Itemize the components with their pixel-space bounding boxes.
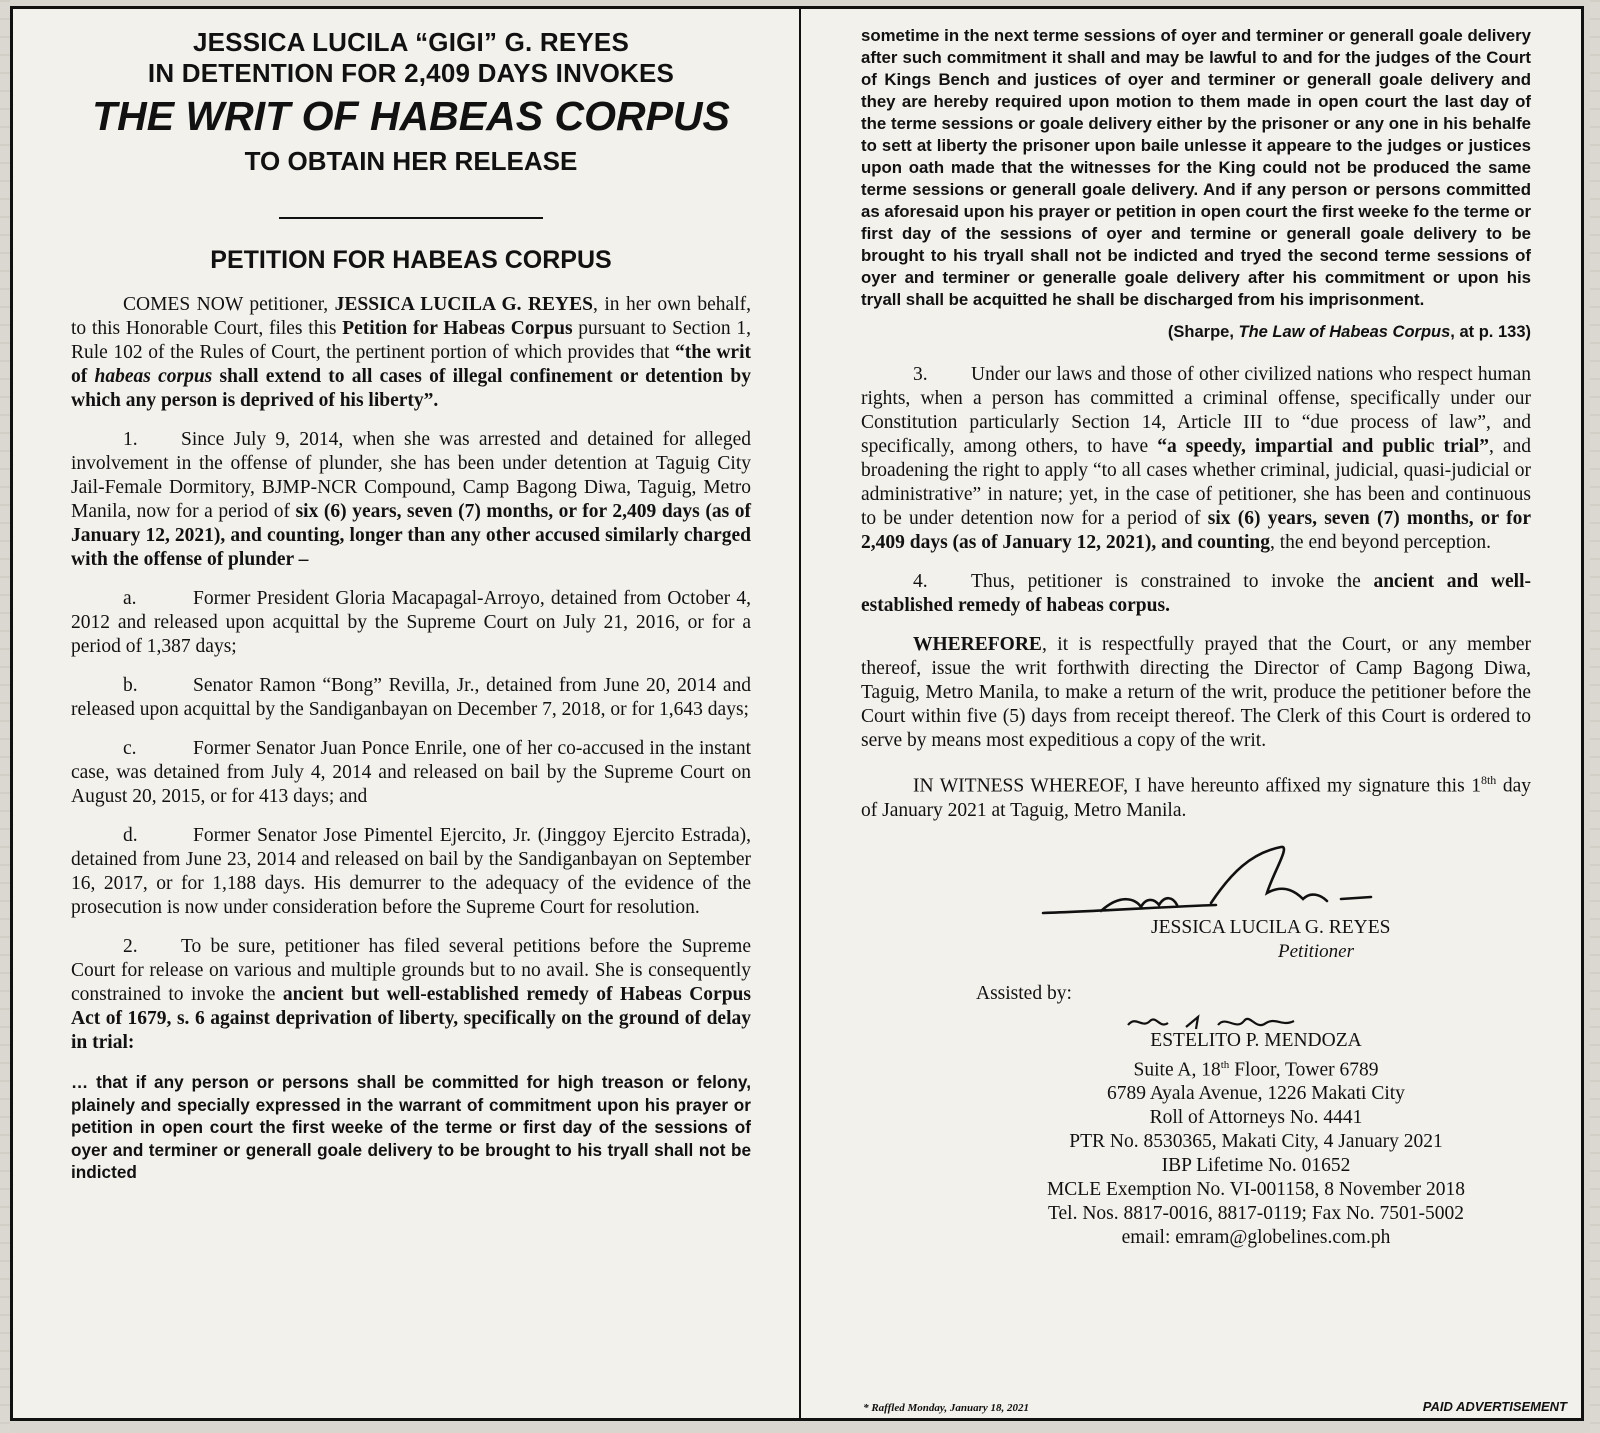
attorney-block <box>861 1029 1531 1251</box>
wherefore-paragraph: WHEREFORE, it is respectfully prayed that the Court, or any member thereof, issue the writ forthwith directing the Director of Camp Bagong Diwa, Taguig, Metro Manila, to make a return of the writ, produce the petitioner before the Court within five (5) days from receipt thereof. The Clerk of this Court is ordered to serve by means most expeditious a copy of the writ. <box>861 634 1531 751</box>
subitem-d: d. Former Senator Jose Pimentel Ejercito, Jr. (Jinggoy Ejercito Estrada), detained from June 23, 2014 and released on bail by the Sandiganbayan on September 16, 2017, or for 1,188 days. His demurrer to the adequacy of the evidence of the prosecution is now under consideration before the Supreme Court for resolution. <box>71 825 751 918</box>
petition-title: PETITION FOR HABEAS CORPUS <box>210 246 612 274</box>
attorney-address-2: 6789 Ayala Avenue, 1226 Makati City <box>1107 1083 1405 1104</box>
paid-advertisement-label: PAID ADVERTISEMENT <box>1422 1399 1567 1414</box>
attorney-ptr: PTR No. 8530365, Makati City, 4 January 2021 <box>1069 1131 1443 1152</box>
headline-release: TO OBTAIN HER RELEASE <box>244 146 578 176</box>
paragraph-4: 4. Thus, petitioner is constrained to invoke the ancient and well-established remedy of habeas corpus. <box>861 571 1531 616</box>
petitioner-role: Petitioner <box>1278 940 1354 962</box>
attorney-address-1: Suite A, 18th Floor, Tower 6789 <box>1133 1058 1379 1080</box>
signature-block <box>861 823 1531 943</box>
attorney-email: email: emram@globelines.com.ph <box>1121 1227 1391 1248</box>
assisted-by-label: Assisted by: <box>976 982 1072 1004</box>
attorney-tel: Tel. Nos. 8817-0016, 8817-0119; Fax No. 7501-5002 <box>1047 1203 1465 1224</box>
subitem-c: c. Former Senator Juan Ponce Enrile, one of her co-accused in the instant case, was detained from July 4, 2014 and released on bail by the Supreme Court on August 20, 2015, or for 413 days; and <box>71 738 751 807</box>
headline-writ: THE WRIT OF HABEAS CORPUS <box>92 93 730 139</box>
paragraph-2: 2. To be sure, petitioner has filed several petitions before the Supreme Court for release on various and multiple grounds but to no avail. She is consequently constrained to invoke the ancient but well-established remedy of Habeas Corpus Act of 1679, s. 6 against deprivation of liberty, specifically on the ground of delay in trial: <box>71 936 751 1053</box>
headline-name: JESSICA LUCILA “GIGI” G. REYES <box>192 27 630 57</box>
subitem-b: b. Senator Ramon “Bong” Revilla, Jr., detained from June 20, 2014 and released upon acquittal by the Sandiganbayan on December 7, 2018, or for 1,643 days; <box>71 675 751 720</box>
attorney-name: ESTELITO P. MENDOZA <box>1150 1029 1362 1051</box>
attorney-roll: Roll of Attorneys No. 4441 <box>1149 1107 1363 1128</box>
paragraph-3: 3. Under our laws and those of other civilized nations who respect human rights, when a person has committed a criminal offense, specifically under our Constitution particularly Section 14, Article III to “due process of law”, and specifically, among others, to have “a speedy, impartial and public trial”, and broadening the right to apply “to all cases whether criminal, judicial, quasi-judicial or administrative” in nature; yet, in the case of petitioner, she has been and continuous to be under detention now for a period of six (6) years, seven (7) months, or for 2,409 days (as of January 12, 2021), and counting, the end beyond perception. <box>861 364 1532 553</box>
habeas-corpus-act-quote-part-2: sometime in the next terme sessions of oyer and terminer or generall goale delivery after such commitment it shall and may be lawful to and for the judges of the Court of Kings Bench and justices of oyer and terminer or generall goale delivery and they are hereby required upon motion to them made in open court the last day of the terme sessions or goale delivery either by the prisoner or any one in his behalfe to sett at liberty the prisoner upon baile unlesse it appeare to the judges or justices upon oath made that the witnesses for the King could not be produced the same terme sessions or generall goale delivery. And if any person or persons committed as aforesaid upon his prayer or petition in open court the first weeke fo the terme or first day of the sessions of oyer and termine or generall goale delivery to be brought to his tryall shall not be indicted and tryed the second terme sessions of oyer and terminer or generalle goale delivery after his commitment or upon his tryall shall be acquitted he shall be discharged from his imprisonment. <box>861 26 1531 309</box>
background-newsprint-left <box>0 0 10 1433</box>
witness-paragraph: IN WITNESS WHEREOF, I have hereunto affixed my signature this $1^{8th}$ day of January 2021 at Taguig, Metro Manila. <box>861 773 1532 821</box>
attorney-mcle: MCLE Exemption No. VI-001158, 8 November 2018 <box>1046 1179 1466 1200</box>
headline-detention: IN DETENTION FOR 2,409 DAYS INVOKES <box>147 58 675 88</box>
petitioner-name: JESSICA LUCILA G. REYES <box>1151 916 1391 938</box>
subitem-a: a. Former President Gloria Macapagal-Arroyo, detained from October 4, 2012 and released upon acquittal by the Supreme Court on July 21, 2016, or for a period of 1,387 days; <box>71 588 751 657</box>
paragraph-1: 1. Since July 9, 2014, when she was arrested and detained for alleged involvement in the offense of plunder, she has been under detention at Taguig City Jail-Female Dormitory, BJMP-NCR Compound, Camp Bagong Diwa, Taguig, Metro Manila, now for a period of six (6) years, seven (7) months, or for 2,409 days (as of January 12, 2021), and counting, longer than any other accused similarly charged with the offense of plunder – <box>71 429 751 570</box>
attorney-ibp: IBP Lifetime No. 01652 <box>1161 1155 1351 1176</box>
divider <box>279 217 543 219</box>
right-column <box>799 9 1581 1418</box>
paid-advertisement <box>10 6 1584 1421</box>
background-newsprint-right <box>1590 0 1600 1433</box>
habeas-corpus-act-quote-part-1: … that if any person or persons shall be committed for high treason or felony, plainely and specially expressed in the warrant of commitment upon his prayer or petition in open court the first weeke of the terme or first day of the sessions of oyer and terminer or generall goale delivery to be brought to his tryall shall not be indicted <box>71 1072 751 1182</box>
intro-paragraph: COMES NOW petitioner, JESSICA LUCILA G. REYES, in her own behalf, to this Honorable Court, files this Petition for Habeas Corpus pursuant to Section 1, Rule 102 of the Rules of Court, the pertinent portion of which provides that “the writ of habeas corpus shall extend to all cases of illegal confinement or detention by which any person is deprived of his liberty”. <box>71 294 751 411</box>
raffled-note: * Raffled Monday, January 18, 2021 <box>863 1402 1029 1414</box>
citation: (Sharpe, The Law of Habeas Corpus, at p. 133) <box>1167 323 1531 341</box>
